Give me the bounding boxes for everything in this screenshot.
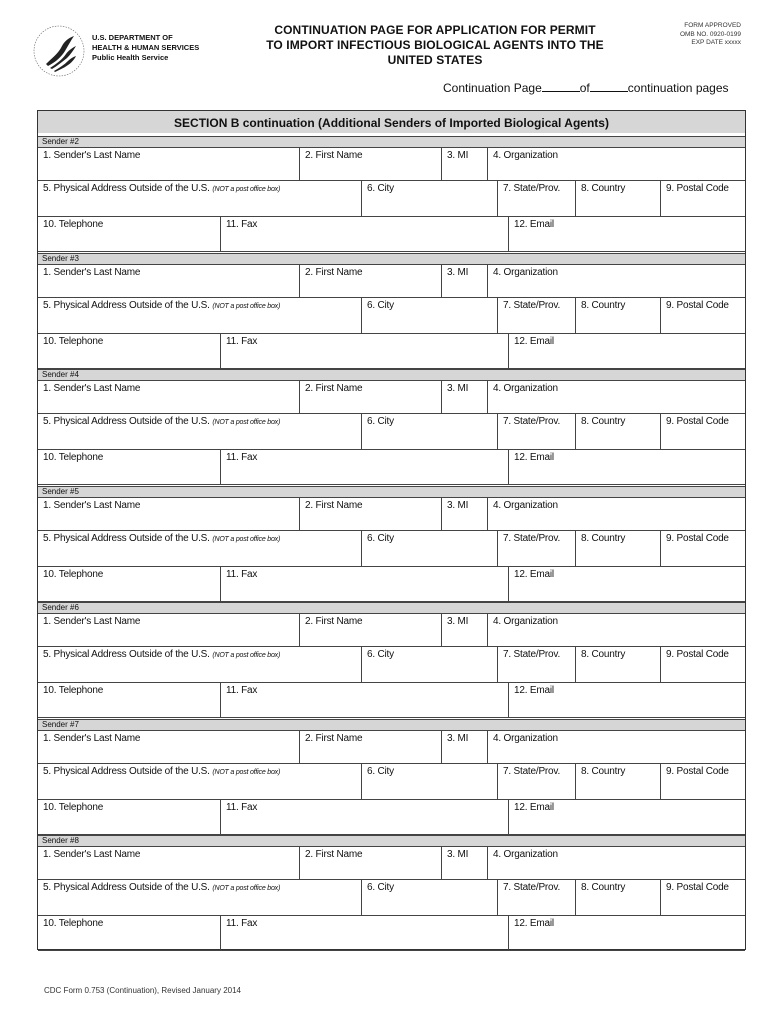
department-name xyxy=(92,33,199,63)
continuation-page-line xyxy=(443,81,729,95)
sender-row xyxy=(38,880,745,916)
middle-initial-field-label: 3. MI xyxy=(447,150,469,161)
fax-field-label: 11. Fax xyxy=(226,568,258,580)
last-name-field[interactable] xyxy=(38,498,299,530)
fax-field-label: 11. Fax xyxy=(226,801,258,813)
address-note: (NOT a post office box) xyxy=(212,535,281,543)
city-field[interactable] xyxy=(361,414,497,449)
telephone-field[interactable] xyxy=(38,683,220,717)
organization-field-label: 4. Organization xyxy=(493,849,558,860)
last-name-field[interactable] xyxy=(38,148,299,180)
sender-label: Sender #3 xyxy=(38,253,745,265)
first-name-field-label: 2. First Name xyxy=(305,266,363,278)
physical-address-field-label: 5. Physical Address Outside of the U.S. xyxy=(43,532,210,544)
postal-code-field[interactable] xyxy=(660,880,745,915)
fax-field-label: 11. Fax xyxy=(226,685,258,696)
middle-initial-field-label: 3. MI xyxy=(447,849,469,860)
telephone-field-label: 10. Telephone xyxy=(43,801,104,813)
state-province-field-label: 7. State/Prov. xyxy=(503,649,561,660)
email-field-label: 12. Email xyxy=(514,918,554,929)
hhs-eagle-logo xyxy=(32,24,86,78)
postal-code-field-label: 9. Postal Code xyxy=(666,882,729,893)
country-field[interactable] xyxy=(575,298,660,333)
address-note: (NOT a post office box) xyxy=(212,186,281,193)
telephone-field-label: 10. Telephone xyxy=(43,918,104,929)
sender-row xyxy=(38,298,745,334)
email-field-label: 12. Email xyxy=(514,335,554,347)
physical-address-field[interactable] xyxy=(38,764,361,799)
postal-code-field-label: 9. Postal Code xyxy=(666,532,729,544)
last-name-field-label: 1. Sender's Last Name xyxy=(43,616,141,627)
omb-line-3: EXP DATE xxxxx xyxy=(691,39,741,46)
middle-initial-field[interactable] xyxy=(441,381,487,413)
postal-code-field-label: 9. Postal Code xyxy=(666,649,729,660)
sender-row xyxy=(38,334,745,369)
country-field-label: 8. Country xyxy=(581,416,626,427)
physical-address-field[interactable] xyxy=(38,181,361,216)
sender-label: Sender #2 xyxy=(38,136,745,148)
middle-initial-field-label: 3. MI xyxy=(447,616,469,627)
organization-field-label: 4. Organization xyxy=(493,383,558,394)
country-field-label: 8. Country xyxy=(581,183,626,194)
state-province-field-label: 7. State/Prov. xyxy=(503,532,561,544)
first-name-field-label: 2. First Name xyxy=(305,150,363,161)
fax-field[interactable] xyxy=(220,450,508,484)
organization-field[interactable] xyxy=(487,148,745,180)
physical-address-field-label: 5. Physical Address Outside of the U.S. xyxy=(43,416,210,427)
address-note: (NOT a post office box) xyxy=(212,768,281,776)
sender-row xyxy=(38,148,745,181)
postal-code-field-label: 9. Postal Code xyxy=(666,416,729,427)
sender-label: Sender #8 xyxy=(38,835,745,847)
organization-field-label: 4. Organization xyxy=(493,616,558,627)
section-b-form xyxy=(37,110,746,950)
last-name-field[interactable] xyxy=(38,381,299,413)
sender-row xyxy=(38,498,745,531)
middle-initial-field[interactable] xyxy=(441,265,487,297)
state-province-field[interactable] xyxy=(497,531,575,566)
first-name-field[interactable] xyxy=(299,731,441,763)
telephone-field-label: 10. Telephone xyxy=(43,452,104,463)
state-province-field-label: 7. State/Prov. xyxy=(503,183,561,194)
continuation-of: of xyxy=(579,81,590,95)
sender-row xyxy=(38,217,745,252)
telephone-field-label: 10. Telephone xyxy=(43,335,104,347)
postal-code-field[interactable] xyxy=(660,181,745,216)
email-field-label: 12. Email xyxy=(514,452,554,463)
state-province-field[interactable] xyxy=(497,181,575,216)
last-name-field-label: 1. Sender's Last Name xyxy=(43,266,141,278)
sender-row xyxy=(38,381,745,414)
last-name-field[interactable] xyxy=(38,614,299,646)
organization-field-label: 4. Organization xyxy=(493,150,558,161)
sender-row xyxy=(38,265,745,298)
telephone-field-label: 10. Telephone xyxy=(43,219,104,230)
fax-field[interactable] xyxy=(220,916,508,950)
first-name-field-label: 2. First Name xyxy=(305,616,363,627)
fax-field[interactable] xyxy=(220,567,508,601)
sender-row xyxy=(38,847,745,880)
title-line-1: CONTINUATION PAGE FOR APPLICATION FOR PERMIT xyxy=(274,23,596,37)
fax-field-label: 11. Fax xyxy=(226,918,258,929)
city-field[interactable] xyxy=(361,181,497,216)
country-field[interactable] xyxy=(575,531,660,566)
city-field-label: 6. City xyxy=(367,416,394,427)
organization-field-label: 4. Organization xyxy=(493,266,558,278)
country-field-label: 8. Country xyxy=(581,649,626,660)
postal-code-field-label: 9. Postal Code xyxy=(666,183,729,194)
physical-address-field-label: 5. Physical Address Outside of the U.S. xyxy=(43,882,210,893)
sender-row xyxy=(38,614,745,647)
first-name-field[interactable] xyxy=(299,381,441,413)
fax-field-label: 11. Fax xyxy=(226,219,258,230)
first-name-field[interactable] xyxy=(299,614,441,646)
state-province-field-label: 7. State/Prov. xyxy=(503,882,561,893)
middle-initial-field[interactable] xyxy=(441,148,487,180)
sender-row xyxy=(38,531,745,567)
email-field[interactable] xyxy=(508,683,745,717)
dept-line-2: HEALTH & HUMAN SERVICES xyxy=(92,43,200,52)
physical-address-field[interactable] xyxy=(38,880,361,915)
email-field[interactable] xyxy=(508,334,745,368)
sender-row xyxy=(38,450,745,485)
country-field[interactable] xyxy=(575,181,660,216)
page-number-field[interactable] xyxy=(542,81,580,92)
physical-address-field[interactable] xyxy=(38,647,361,682)
address-note: (NOT a post office box) xyxy=(212,419,281,426)
first-name-field-label: 2. First Name xyxy=(305,849,363,860)
country-field[interactable] xyxy=(575,764,660,799)
organization-field[interactable] xyxy=(487,847,745,879)
last-name-field[interactable] xyxy=(38,847,299,879)
total-pages-field[interactable] xyxy=(590,81,628,92)
city-field-label: 6. City xyxy=(367,299,394,311)
form-title xyxy=(240,23,630,68)
sender-row xyxy=(38,764,745,800)
email-field[interactable] xyxy=(508,217,745,251)
organization-field[interactable] xyxy=(487,381,745,413)
email-field-label: 12. Email xyxy=(514,801,554,813)
sender-row xyxy=(38,683,745,718)
telephone-field[interactable] xyxy=(38,217,220,251)
city-field-label: 6. City xyxy=(367,532,394,544)
sender-row xyxy=(38,647,745,683)
first-name-field-label: 2. First Name xyxy=(305,383,363,394)
state-province-field[interactable] xyxy=(497,647,575,682)
state-province-field[interactable] xyxy=(497,880,575,915)
telephone-field-label: 10. Telephone xyxy=(43,568,104,580)
postal-code-field[interactable] xyxy=(660,414,745,449)
city-field[interactable] xyxy=(361,531,497,566)
organization-field-label: 4. Organization xyxy=(493,732,558,744)
middle-initial-field[interactable] xyxy=(441,847,487,879)
address-note: (NOT a post office box) xyxy=(212,302,281,310)
country-field-label: 8. Country xyxy=(581,765,626,777)
dept-line-1: U.S. DEPARTMENT OF xyxy=(92,33,173,42)
country-field[interactable] xyxy=(575,647,660,682)
telephone-field-label: 10. Telephone xyxy=(43,685,104,696)
state-province-field-label: 7. State/Prov. xyxy=(503,299,561,311)
postal-code-field[interactable] xyxy=(660,764,745,799)
middle-initial-field-label: 3. MI xyxy=(447,266,469,278)
middle-initial-field-label: 3. MI xyxy=(447,499,469,511)
city-field[interactable] xyxy=(361,298,497,333)
fax-field[interactable] xyxy=(220,334,508,368)
last-name-field[interactable] xyxy=(38,265,299,297)
sender-label: Sender #4 xyxy=(38,369,745,381)
last-name-field-label: 1. Sender's Last Name xyxy=(43,849,141,860)
email-field[interactable] xyxy=(508,450,745,484)
physical-address-field-label: 5. Physical Address Outside of the U.S. xyxy=(43,765,210,777)
last-name-field-label: 1. Sender's Last Name xyxy=(43,383,141,394)
email-field-label: 12. Email xyxy=(514,219,554,230)
physical-address-field[interactable] xyxy=(38,414,361,449)
organization-field[interactable] xyxy=(487,265,745,297)
omb-line-2: OMB NO. 0920-0199 xyxy=(679,30,741,38)
first-name-field[interactable] xyxy=(299,847,441,879)
sender-row xyxy=(38,181,745,217)
sender-row xyxy=(38,414,745,450)
organization-field-label: 4. Organization xyxy=(493,499,558,511)
telephone-field[interactable] xyxy=(38,450,220,484)
address-note: (NOT a post office box) xyxy=(212,885,281,892)
postal-code-field-label: 9. Postal Code xyxy=(666,765,729,777)
city-field-label: 6. City xyxy=(367,882,394,893)
last-name-field-label: 1. Sender's Last Name xyxy=(43,150,141,161)
telephone-field[interactable] xyxy=(38,916,220,950)
organization-field[interactable] xyxy=(487,498,745,530)
country-field-label: 8. Country xyxy=(581,532,626,544)
omb-approval xyxy=(680,22,741,48)
first-name-field[interactable] xyxy=(299,498,441,530)
state-province-field-label: 7. State/Prov. xyxy=(503,765,561,777)
first-name-field[interactable] xyxy=(299,148,441,180)
middle-initial-field[interactable] xyxy=(441,614,487,646)
state-province-field[interactable] xyxy=(497,764,575,799)
country-field-label: 8. Country xyxy=(581,299,626,311)
email-field-label: 12. Email xyxy=(514,685,554,696)
city-field-label: 6. City xyxy=(367,765,394,777)
fax-field-label: 11. Fax xyxy=(226,452,258,463)
email-field[interactable] xyxy=(508,567,745,601)
sender-label: Sender #7 xyxy=(38,719,745,731)
city-field-label: 6. City xyxy=(367,183,394,194)
state-province-field[interactable] xyxy=(497,298,575,333)
last-name-field-label: 1. Sender's Last Name xyxy=(43,732,141,744)
last-name-field[interactable] xyxy=(38,731,299,763)
sender-row xyxy=(38,800,745,835)
continuation-suffix: continuation pages xyxy=(627,81,729,95)
postal-code-field[interactable] xyxy=(660,647,745,682)
section-b-heading: SECTION B continuation (Additional Senders of Imported Biological Agents) xyxy=(38,111,745,133)
sender-label: Sender #5 xyxy=(38,486,745,498)
first-name-field-label: 2. First Name xyxy=(305,499,363,511)
middle-initial-field[interactable] xyxy=(441,498,487,530)
city-field[interactable] xyxy=(361,764,497,799)
dept-line-3: Public Health Service xyxy=(92,53,169,62)
omb-line-1: FORM APPROVED xyxy=(684,22,741,29)
title-line-3: UNITED STATES xyxy=(387,53,483,67)
postal-code-field[interactable] xyxy=(660,531,745,566)
state-province-field-label: 7. State/Prov. xyxy=(503,416,561,427)
first-name-field-label: 2. First Name xyxy=(305,732,363,744)
form-footer: CDC Form 0.753 (Continuation), Revised January 2014 xyxy=(44,986,241,995)
email-field[interactable] xyxy=(508,916,745,950)
country-field[interactable] xyxy=(575,880,660,915)
city-field-label: 6. City xyxy=(367,649,394,660)
country-field[interactable] xyxy=(575,414,660,449)
sender-label: Sender #6 xyxy=(38,602,745,614)
fax-field-label: 11. Fax xyxy=(226,335,258,347)
sender-row xyxy=(38,567,745,602)
organization-field[interactable] xyxy=(487,614,745,646)
telephone-field[interactable] xyxy=(38,800,220,834)
city-field[interactable] xyxy=(361,880,497,915)
city-field[interactable] xyxy=(361,647,497,682)
email-field-label: 12. Email xyxy=(514,568,554,580)
organization-field[interactable] xyxy=(487,731,745,763)
physical-address-field[interactable] xyxy=(38,531,361,566)
fax-field[interactable] xyxy=(220,683,508,717)
telephone-field[interactable] xyxy=(38,334,220,368)
state-province-field[interactable] xyxy=(497,414,575,449)
telephone-field[interactable] xyxy=(38,567,220,601)
first-name-field[interactable] xyxy=(299,265,441,297)
physical-address-field-label: 5. Physical Address Outside of the U.S. xyxy=(43,649,210,660)
last-name-field-label: 1. Sender's Last Name xyxy=(43,499,141,511)
sender-row xyxy=(38,916,745,951)
physical-address-field[interactable] xyxy=(38,298,361,333)
title-line-2: TO IMPORT INFECTIOUS BIOLOGICAL AGENTS INTO THE xyxy=(266,38,604,52)
postal-code-field[interactable] xyxy=(660,298,745,333)
middle-initial-field-label: 3. MI xyxy=(447,732,469,744)
country-field-label: 8. Country xyxy=(581,882,626,893)
physical-address-field-label: 5. Physical Address Outside of the U.S. xyxy=(43,183,210,194)
physical-address-field-label: 5. Physical Address Outside of the U.S. xyxy=(43,299,210,311)
continuation-prefix: Continuation Page xyxy=(443,81,542,95)
email-field[interactable] xyxy=(508,800,745,834)
middle-initial-field-label: 3. MI xyxy=(447,383,469,394)
address-note: (NOT a post office box) xyxy=(212,652,281,659)
sender-row xyxy=(38,731,745,764)
fax-field[interactable] xyxy=(220,217,508,251)
middle-initial-field[interactable] xyxy=(441,731,487,763)
postal-code-field-label: 9. Postal Code xyxy=(666,299,729,311)
fax-field[interactable] xyxy=(220,800,508,834)
